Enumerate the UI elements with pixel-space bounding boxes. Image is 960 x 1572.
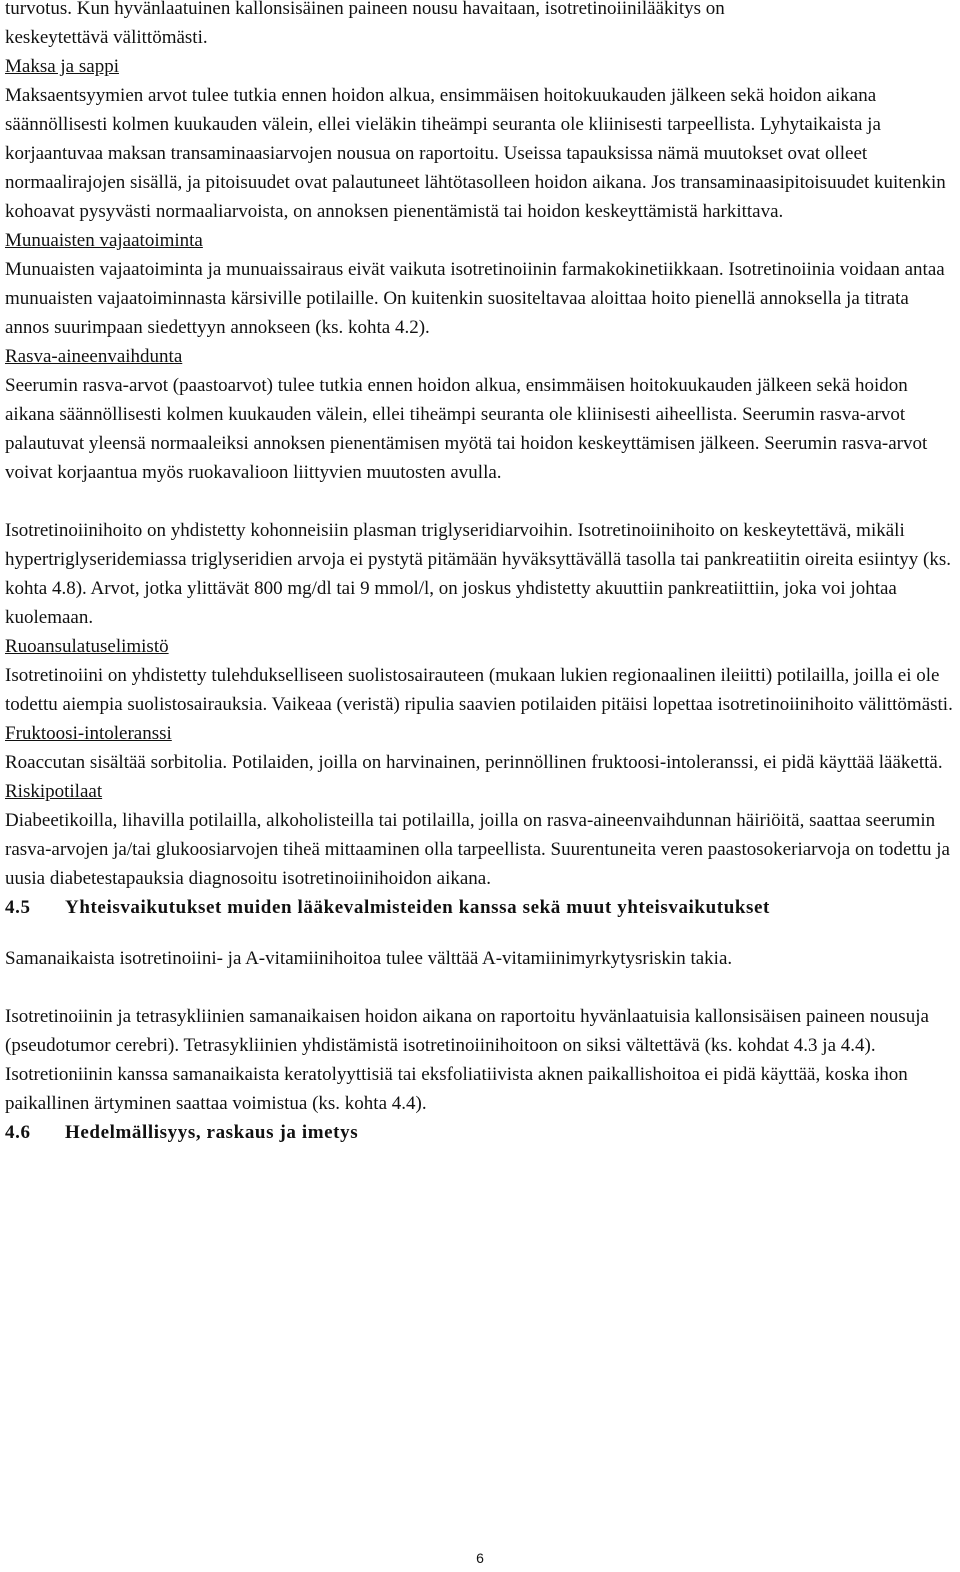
paragraph-riskipotilaat: Diabeetikoilla, lihavilla potilailla, alkoholisteilla tai potilailla, joilla on rasva-aineenvaihdunnan häiriöitä, saattaa seerumin rasva-arvojen ja/tai glukoosiarvojen tiheä mittaaminen olla tarpeellista. Suurentuneita veren paastosokeriarvoja on todettu ja uusia diabetestapauksia diagnosoitu isotretinoiinihoidon aikana. [5,810,950,889]
paragraph-munuaiset: Munuaisten vajaatoiminta ja munuaissairaus eivät vaikuta isotretinoiinin farmakokinetiikkaan. Isotretinoiinia voidaan antaa munuaisten vajaatoiminnasta kärsiville potilaille. On kuitenkin suositeltavaa aloittaa hoito pienellä annoksella ja titrata annos suurimpaan siedettyyn annokseen (ks. kohta 4.2). [5,259,945,338]
paragraph-4-5-3: Isotretioniinin kanssa samanaikaista keratolyyttisiä tai eksfoliatiivista aknen paikallishoitoa ei pidä käyttää, koska ihon paikallinen ärtyminen saattaa voimistua (ks. kohta 4.4). [5,1064,908,1114]
section-heading-4-6 [5,1118,957,1147]
page-number: 6 [476,1550,484,1566]
section-heading-4-5 [5,893,957,922]
subheading-munuaiset: Munuaisten vajaatoiminta [5,230,203,251]
document-page [5,0,957,1147]
paragraph-4-5-2: Isotretinoiinin ja tetrasykliinien samanaikaisen hoidon aikana on raportoitu hyvänlaatuisia kallonsisäisen paineen nousuja (pseudotumor cerebri). Tetrasykliinien yhdistämistä isotretinoiinihoitoon on siksi vältettävä (ks. kohdat 4.3 ja 4.4). [5,1006,929,1056]
paragraph-fruktoosi: Roaccutan sisältää sorbitolia. Potilaiden, joilla on harvinainen, perinnöllinen fruktoosi-intoleranssi, ei pidä käyttää lääkettä. [5,752,943,773]
subheading-riskipotilaat: Riskipotilaat [5,781,103,802]
section-title: Yhteisvaikutukset muiden lääkevalmisteiden kanssa sekä muut yhteisvaikutukset [65,897,770,918]
section-number: 4.6 [5,1122,31,1143]
subheading-ruoansulatus: Ruoansulatuselimistö [5,636,169,657]
paragraph-rasva-1: Seerumin rasva-arvot (paastoarvot) tulee tutkia ennen hoidon alkua, ensimmäisen hoitokuukauden jälkeen sekä hoidon aikana säännöllisesti kolmen kuukauden välein, ellei tiheämpi seuranta ole kliinisesti aiheellista. Seerumin rasva-arvot palautuvat yleensä normaaleiksi annoksen pienentämisen myötä tai hoidon keskeyttämisen jälkeen. Seerumin rasva-arvot voivat korjaantua myös ruokavalioon liittyvien muutosten avulla. [5,375,928,483]
section-title: Hedelmällisyys, raskaus ja imetys [65,1122,359,1143]
paragraph-maksa: Maksaentsyymien arvot tulee tutkia ennen hoidon alkua, ensimmäisen hoitokuukauden jälkeen sekä hoidon aikana säännöllisesti kolmen kuukauden välein, ellei vieläkin tiheämpi seuranta ole kliinisesti tarpeellista. Lyhytaikaista ja korjaantuvaa maksan transaminaasiarvojen nousua on raportoitu. Useissa tapauksissa nämä muutokset ovat olleet normaalirajojen sisällä, ja pitoisuudet ovat palautuneet lähtötasolleen hoidon aikana. Jos transaminaasipitoisuudet kuitenkin kohoavat pysyvästi normaaliarvoista, on annoksen pienentämistä tai hoidon keskeyttämistä harkittava. [5,85,946,222]
paragraph-4-5-1: Samanaikaista isotretinoiini- ja A-vitamiinihoitoa tulee välttää A-vitamiinimyrkytysriskin takia. [5,948,733,969]
subheading-fruktoosi: Fruktoosi-intoleranssi [5,723,172,744]
subheading-maksa: Maksa ja sappi [5,56,119,77]
paragraph-ruoansulatus: Isotretinoiini on yhdistetty tulehdukselliseen suolistosairauteen (mukaan lukien regionaalinen ileiitti) potilailla, joilla ei ole todettu aiempia suolistosairauksia. Vaikeaa (veristä) ripulia saavien potilaiden pitäisi lopettaa isotretinoiinihoito välittömästi. [5,665,953,715]
intro-line-2: keskeytettävä välittömästi. [5,27,208,48]
section-number: 4.5 [5,897,31,918]
paragraph-rasva-2: Isotretinoiinihoito on yhdistetty kohonneisiin plasman triglyseridiarvoihin. Isotretinoiinihoito on keskeytettävä, mikäli hypertriglyseridemiassa triglyseridien arvoja ei pystytä pitämään hyväksyttävällä tasolla tai pankreatiitin oireita esiintyy (ks. kohta 4.8). Arvot, jotka ylittävät 800 mg/dl tai 9 mmol/l, on joskus yhdistetty akuuttiin pankreatiittiin, joka voi johtaa kuolemaan. [5,520,952,628]
subheading-rasva: Rasva-aineenvaihdunta [5,346,183,367]
intro-line-1: turvotus. Kun hyvänlaatuinen kallonsisäinen paineen nousu havaitaan, isotretinoiinilääkitys on [5,0,725,19]
